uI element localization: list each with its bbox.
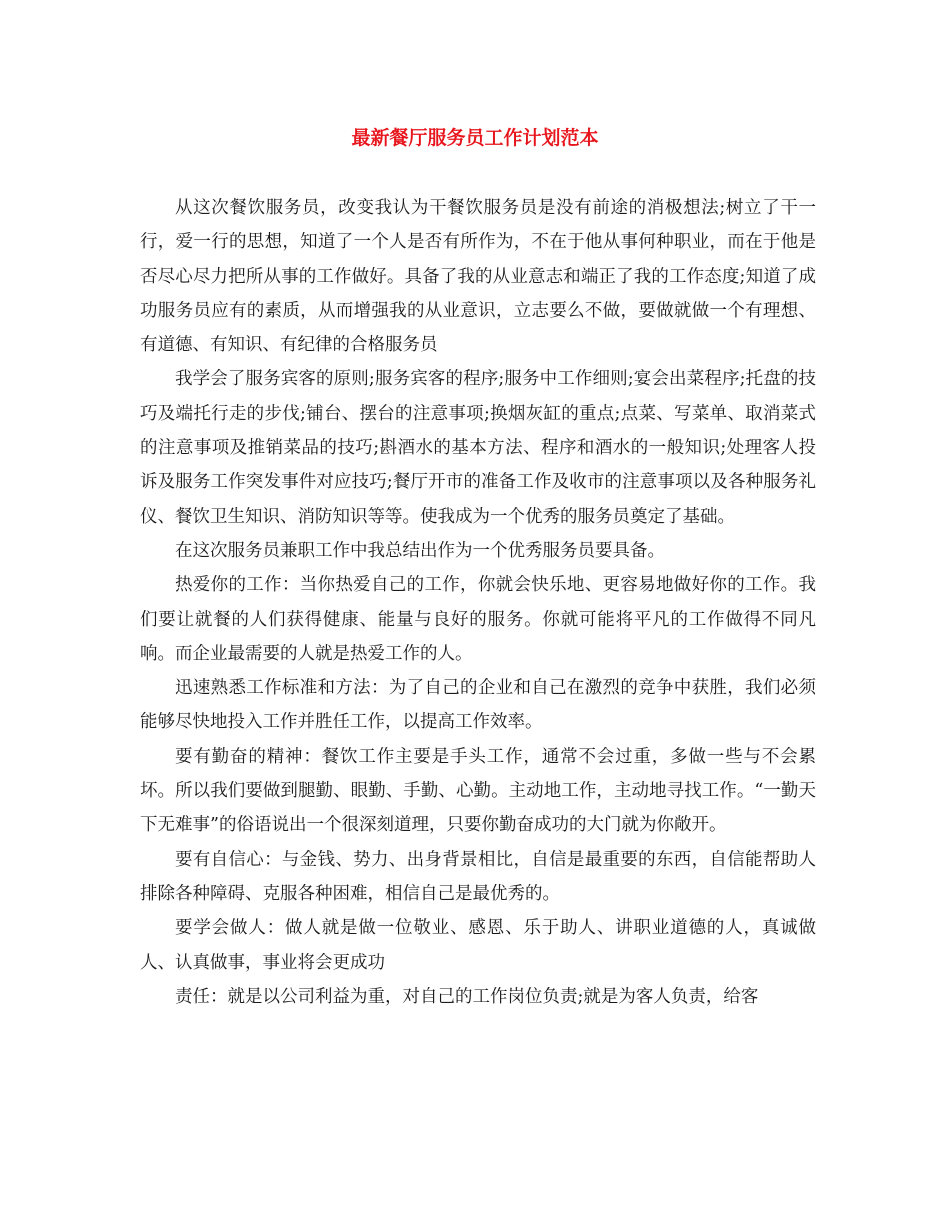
paragraph: 要有勤奋的精神：餐饮工作主要是手头工作，通常不会过重，多做一些与不会累坏。所以我们要做到腿勤、眼勤、手勤、心勤。主动地工作，主动地寻找工作。“一勤天下无难事”的俗语说出一个很深刻道理，只要你勤奋成功的大门就为你敞开。 [140, 746, 816, 836]
paragraph: 责任：就是以公司利益为重，对自己的工作岗位负责;就是为客人负责，给客 [175, 986, 759, 1007]
document-title: 最新餐厅服务员工作计划范本 [351, 127, 599, 149]
paragraph: 在这次服务员兼职工作中我总结出作为一个优秀服务员要具备。 [175, 540, 665, 561]
paragraph: 我学会了服务宾客的原则;服务宾客的程序;服务中工作细则;宴会出菜程序;托盘的技巧及端托行走的步伐;铺台、摆台的注意事项;换烟灰缸的重点;点菜、写菜单、取消菜式的注意事项及推销菜品的技巧;斟酒水的基本方法、程序和酒水的一般知识;处理客人投诉及服务工作突发事件对应技巧;餐厅开市的准备工作及收市的注意事项以及各种服务礼仪、餐饮卫生知识、消防知识等等。使我成为一个优秀的服务员奠定了基础。 [140, 369, 816, 527]
paragraph: 热爱你的工作：当你热爱自己的工作，你就会快乐地、更容易地做好你的工作。我们要让就餐的人们获得健康、能量与良好的服务。你就可能将平凡的工作做得不同凡响。而企业最需要的人就是热爱工作的人。 [140, 575, 816, 664]
document-body [140, 191, 816, 1014]
paragraph: 迅速熟悉工作标准和方法：为了自己的企业和自己在激烈的竞争中获胜，我们必须能够尽快地投入工作并胜任工作，以提高工作效率。 [140, 678, 816, 733]
paragraph: 从这次餐饮服务员，改变我认为干餐饮服务员是没有前途的消极想法;树立了干一行，爱一行的思想，知道了一个人是否有所作为，不在于他从事何种职业，而在于他是否尽心尽力把所从事的工作做好。具备了我的从业意志和端正了我的工作态度;知道了成功服务员应有的素质，从而增强我的从业意识，立志要么不做，要做就做一个有理想、有道德、有知识、有纪律的合格服务员 [140, 198, 816, 356]
paragraph: 要学会做人：做人就是做一位敬业、感恩、乐于助人、讲职业道德的人，真诚做人、认真做事，事业将会更成功 [140, 918, 816, 973]
paragraph: 要有自信心：与金钱、势力、出身背景相比，自信是最重要的东西，自信能帮助人排除各种障碍、克服各种困难，相信自己是最优秀的。 [140, 849, 816, 904]
